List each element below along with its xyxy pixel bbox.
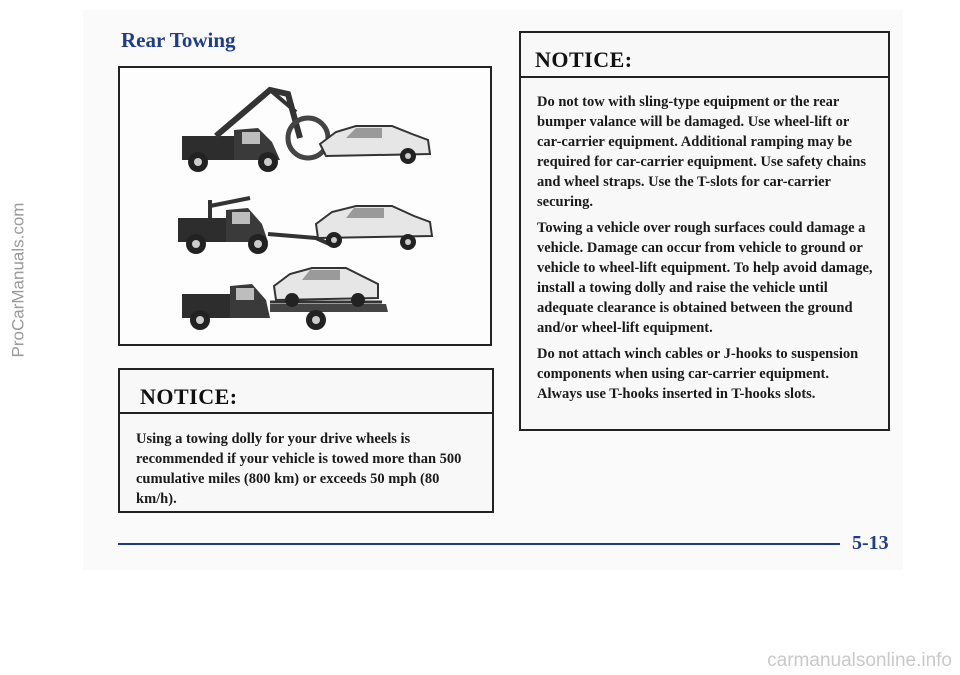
notice-body <box>521 78 888 404</box>
sling-tow-truck-drawing <box>182 90 430 172</box>
notice-paragraph: Using a towing dolly for your drive wheels is recommended if your vehicle is towed more than 500 cumulative miles (800 km) or exceeds 50 mph (80 km/h). <box>136 431 462 507</box>
wheel-lift-tow-truck-drawing <box>178 198 432 254</box>
notice-body <box>120 414 492 509</box>
side-watermark <box>6 110 30 450</box>
section-title: Rear Towing <box>121 28 236 52</box>
bottom-watermark: carmanualsonline.info <box>767 650 952 671</box>
side-watermark-text: ProCarManuals.com <box>8 202 28 358</box>
tow-trucks-illustration <box>120 68 490 344</box>
towing-illustration <box>118 66 492 346</box>
notice-towing-dolly <box>118 368 494 513</box>
notice-paragraph: Do not attach winch cables or J-hooks to suspension components when using car-carrier equipment. Always use T-hooks inserted in T-hooks slots. <box>537 346 859 402</box>
page-number: 5-13 <box>852 532 889 554</box>
notice-heading: NOTICE: <box>120 370 492 414</box>
footer-rule <box>118 543 840 545</box>
notice-towing-equipment <box>519 31 890 431</box>
car-carrier-truck-drawing <box>182 268 388 330</box>
notice-heading: NOTICE: <box>521 33 888 78</box>
notice-paragraph: Do not tow with sling-type equipment or the rear bumper valance will be damaged. Use wheel-lift or car-carrier equipment. Additional ramping may be required for car-carrier equipment. Use safety chains and wheel straps. Use the T-slots for car-carrier securing. <box>537 94 867 210</box>
notice-paragraph: Towing a vehicle over rough surfaces could damage a vehicle. Damage can occur from vehicle to ground or vehicle to wheel-lift equipment. To help avoid damage, install a towing dolly and raise the vehicle until adequate clearance is obtained between the ground and/or wheel-lift equipment. <box>537 220 873 336</box>
